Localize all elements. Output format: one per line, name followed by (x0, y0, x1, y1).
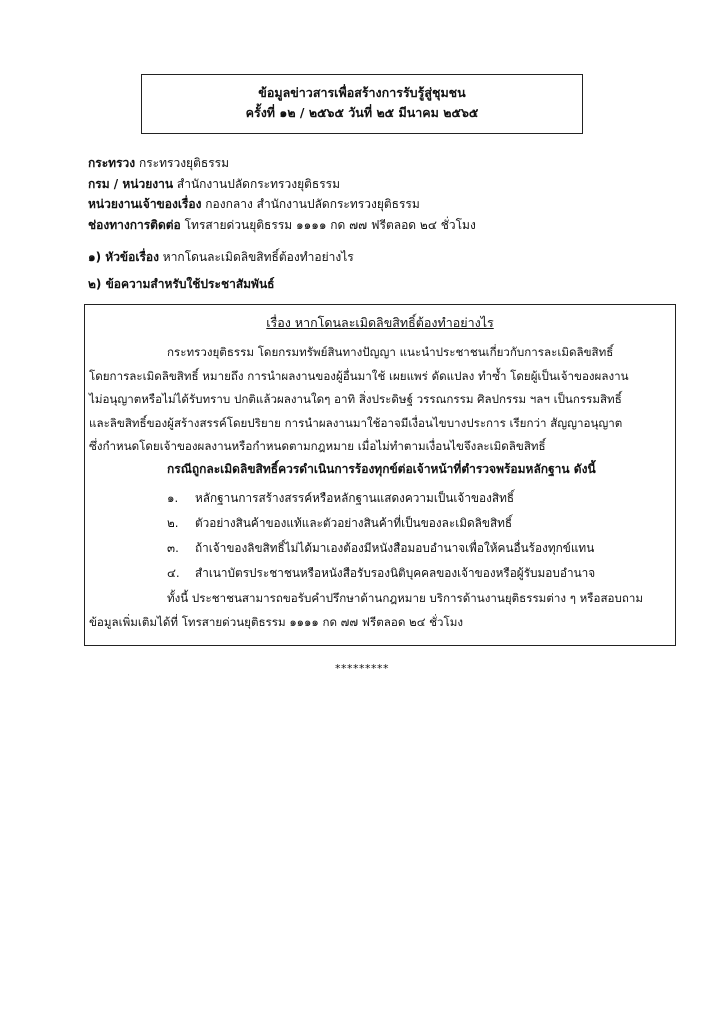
list-item-text: สำเนาบัตรประชาชนหรือหนังสือรับรองนิติบุคคลของเจ้าของหรือผู้รับมอบอำนาจ (195, 566, 596, 580)
paragraph-line: ทั้งนี้ ประชาชนสามารถขอรับคำปรึกษาด้านกฎหมาย บริการด้านงานยุติธรรมต่าง ๆ หรือสอบถาม (167, 591, 644, 605)
list-item-text: หลักฐานการสร้างสรรค์หรือหลักฐานแสดงความเป็นเจ้าของสิทธิ์ (195, 491, 515, 505)
meta-owner (88, 194, 688, 215)
meta-block (88, 153, 688, 235)
evidence-list (167, 486, 595, 586)
list-item-text: ถ้าเจ้าของลิขสิทธิ์ไม่ได้มาเองต้องมีหนังสือมอบอำนาจเพื่อให้คนอื่นร้องทุกข์แทน (195, 541, 595, 555)
list-item (167, 486, 595, 511)
content-subheading: กรณีถูกละเมิดลิขสิทธิ์ควรดำเนินการร้องทุกข์ต่อเจ้าหน้าที่ตำรวจพร้อมหลักฐาน ดังนี้ (167, 462, 596, 476)
meta-department (88, 174, 688, 195)
list-item (167, 561, 595, 586)
list-item-number: ๓. (167, 541, 179, 555)
paragraph-line: โดยการละเมิดลิขสิทธิ์ หมายถึง การนำผลงานของผู้อื่นมาใช้ เผยแพร่ ดัดแปลง ทำซ้ำ โดยผู้เป็นเจ้าของผลงาน (89, 368, 629, 383)
meta-contact-label: ช่องทางการติดต่อ (88, 217, 181, 232)
header-issue-date: ครั้งที่ ๑๒ / ๒๕๖๕ วันที่ ๒๕ มีนาคม ๒๕๖๕ (245, 105, 479, 120)
paragraph-line: และลิขสิทธิ์ของผู้สร้างสรรค์โดยปริยาย การนำผลงานมาใช้อาจมีเงื่อนไขบางประการ เรียกว่า สัญญาอนุญาต (89, 415, 623, 430)
section-topic (88, 248, 354, 267)
section-message (88, 275, 275, 294)
meta-ministry-value: กระทรวงยุติธรรม (138, 156, 229, 170)
list-item-number: ๑. (167, 491, 179, 505)
list-item-number: ๒. (167, 516, 179, 530)
end-marker: ********* (335, 662, 389, 675)
header-box (141, 74, 583, 134)
meta-department-value: สำนักงานปลัดกระทรวงยุติธรรม (176, 176, 341, 191)
meta-ministry-label: กระทรวง (88, 156, 136, 170)
meta-contact-value: โทรสายด่วนยุติธรรม ๑๑๑๑ กด ๗๗ ฟรีตลอด ๒๔ ชั่วโมง (184, 217, 476, 232)
list-item-text: ตัวอย่างสินค้าของแท้และตัวอย่างสินค้าที่เป็นของละเมิดลิขสิทธิ์ (195, 516, 513, 530)
paragraph-line: ข้อมูลเพิ่มเติมได้ที่ โทรสายด่วนยุติธรรม ๑๑๑๑ กด ๗๗ ฟรีตลอด ๒๔ ชั่วโมง (89, 614, 464, 629)
content-box (84, 304, 676, 646)
meta-ministry (88, 153, 688, 174)
list-item (167, 536, 595, 561)
content-paragraph-2 (89, 587, 671, 634)
paragraph-line: ไม่อนุญาตหรือไม่ได้รับทราบ ปกติแล้วผลงานใดๆ อาทิ สิ่งประดิษฐ์ วรรณกรรม ศิลปกรรม ฯลฯ เป็นกรรมสิทธิ์ (89, 392, 622, 406)
list-item-number: ๔. (167, 566, 180, 580)
meta-owner-label: หน่วยงานเจ้าของเรื่อง (88, 197, 202, 211)
meta-owner-value: กองกลาง สำนักงานปลัดกระทรวงยุติธรรม (205, 197, 420, 211)
meta-department-label: กรม / หน่วยงาน (88, 176, 174, 191)
content-paragraph-1 (89, 341, 671, 459)
list-item (167, 511, 595, 536)
section-topic-value: หากโดนละเมิดลิขสิทธิ์ต้องทำอย่างไร (162, 250, 354, 264)
section-message-label: ๒) ข้อความสำหรับใช้ประชาสัมพันธ์ (88, 277, 275, 291)
content-title: เรื่อง หากโดนละเมิดลิขสิทธิ์ต้องทำอย่างไร (266, 315, 494, 330)
header-title: ข้อมูลข่าวสารเพื่อสร้างการรับรู้สู่ชุมชน (258, 85, 466, 100)
paragraph-line: ซึ่งกำหนดโดยเจ้าของผลงานหรือกำหนดตามกฎหมาย เมื่อไม่ทำตามเงื่อนไขจึงละเมิดลิขสิทธิ์ (89, 439, 546, 453)
section-topic-label: ๑) หัวข้อเรื่อง (88, 250, 159, 264)
paragraph-line: กระทรวงยุติธรรม โดยกรมทรัพย์สินทางปัญญา แนะนำประชาชนเกี่ยวกับการละเมิดลิขสิทธิ์ (167, 345, 614, 359)
meta-contact (88, 215, 688, 236)
